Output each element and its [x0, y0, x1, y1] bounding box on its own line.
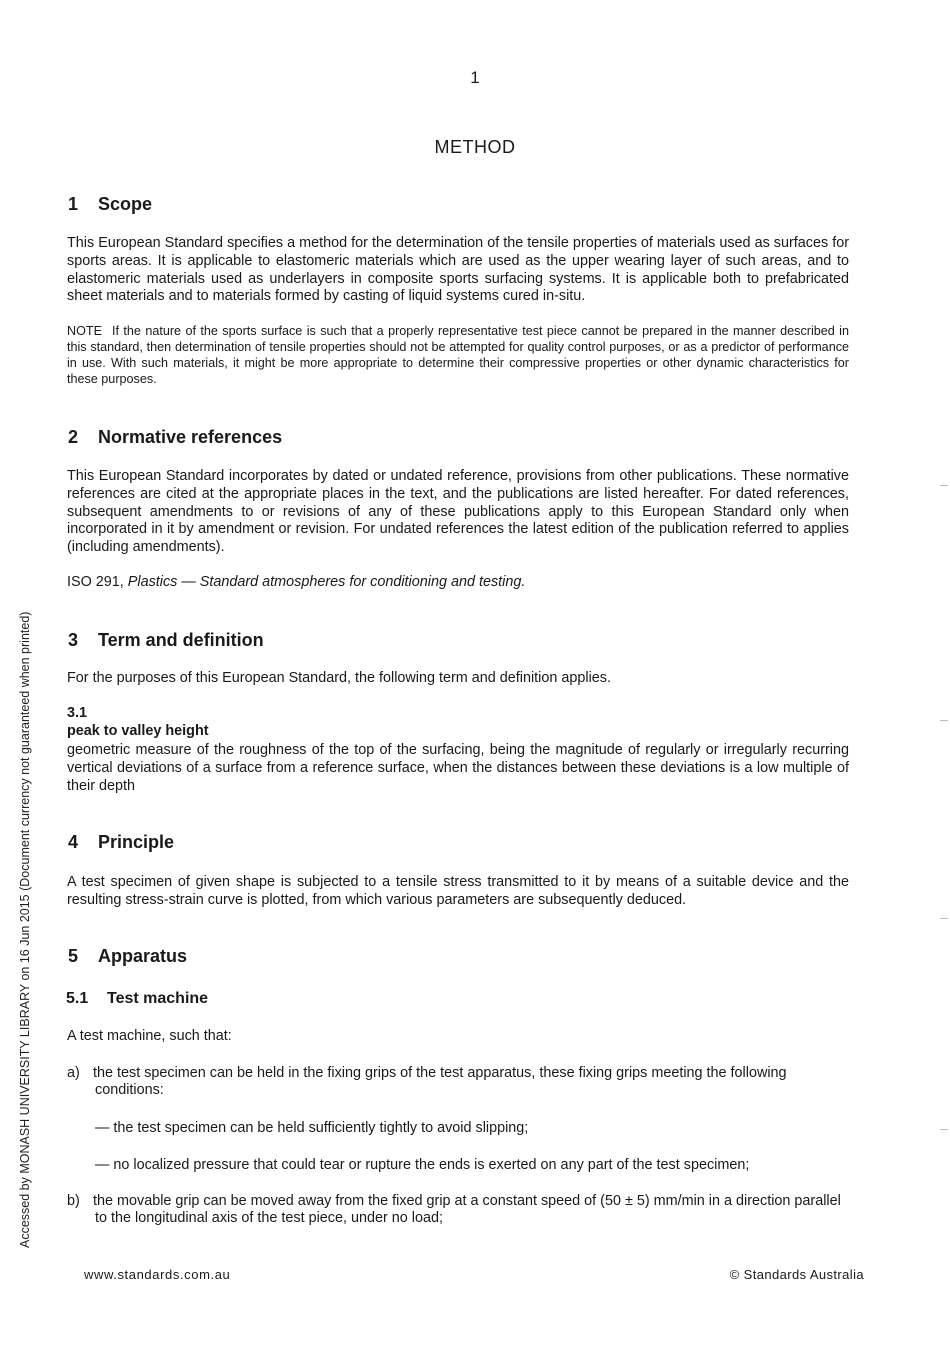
dash-item-1: — the test specimen can be held sufficiently tightly to avoid slipping; [95, 1120, 529, 1136]
reference-title: Plastics — Standard atmospheres for conditioning and testing. [127, 574, 526, 590]
principle-paragraph: A test specimen of given shape is subjected to a tensile stress transmitted to it by means of a suitable device and the resulting stress-strain curve is plotted, from which various parameters are subsequently deduced. [67, 874, 849, 908]
normative-reference [67, 574, 849, 592]
section-title: Principle [98, 832, 175, 852]
term-subnumber: 3.1 [67, 705, 88, 721]
scan-mark [940, 485, 948, 486]
subsection-number: 5.1 [66, 990, 89, 1007]
term-definition: geometric measure of the roughness of the top of the surfacing, being the magnitude of regularly or irregularly recurring vertical deviations of a surface from a reference surface, when the distances between these deviations is a low multiple of their depth [67, 742, 849, 794]
list-item-b [67, 1193, 849, 1227]
list-marker: a) [67, 1065, 80, 1081]
section-2-heading [68, 427, 282, 448]
section-number: 1 [68, 194, 79, 214]
footer-copyright: © Standards Australia [729, 1267, 864, 1282]
list-marker: b) [67, 1193, 80, 1209]
note-text: If the nature of the sports surface is such that a properly representative test piece cannot be prepared in the manner described in this standard, then determination of tensile properties should not be attempted for quality control purposes, or as a predictor of performance in use. With such materials, it might be more appropriate to determine their compressive properties or other dynamic characteristics for these purposes. [67, 324, 849, 386]
term-intro: For the purposes of this European Standard, the following term and definition applies. [67, 670, 611, 686]
scan-mark [940, 1129, 948, 1130]
list-item-a [67, 1065, 849, 1099]
section-title: Term and definition [98, 630, 264, 650]
access-notice-sidebar: Accessed by MONASH UNIVERSITY LIBRARY on 16 Jun 2015 (Document currency not guaranteed when printed) [18, 611, 32, 1248]
section-title: Apparatus [98, 946, 188, 966]
section-1-heading [68, 194, 152, 215]
footer-website: www.standards.com.au [84, 1267, 231, 1282]
section-number: 4 [68, 832, 79, 852]
dash-item-2: — no localized pressure that could tear or rupture the ends is exerted on any part of the test specimen; [95, 1157, 750, 1173]
list-item-text: the test specimen can be held in the fixing grips of the test apparatus, these fixing grips meeting the following conditions: [93, 1065, 787, 1099]
term-name: peak to valley height [67, 723, 209, 739]
reference-prefix: ISO 291, [67, 574, 124, 590]
scope-note [67, 323, 849, 387]
section-number: 3 [68, 630, 79, 650]
section-number: 2 [68, 427, 79, 447]
scan-mark [940, 918, 948, 919]
subsection-title: Test machine [107, 990, 209, 1007]
subsection-5-1-heading [66, 990, 208, 1008]
scan-mark [940, 720, 948, 721]
section-title: Scope [98, 194, 153, 214]
section-number: 5 [68, 946, 79, 966]
note-label: NOTE [67, 324, 102, 338]
section-title: Normative references [98, 427, 283, 447]
scope-paragraph: This European Standard specifies a method for the determination of the tensile properties of materials used as surfaces for sports areas. It is applicable to elastomeric materials which are used as the upper wearing layer of such areas, and to elastomeric materials used as underlayers in composite sports surfacing systems. It is applicable both to prefabricated sheet materials and to materials formed by casting of liquid systems cured in-situ. [67, 235, 849, 305]
section-4-heading [68, 832, 174, 853]
section-3-heading [68, 630, 264, 651]
section-5-heading [68, 946, 187, 967]
normative-paragraph: This European Standard incorporates by dated or undated reference, provisions from other publications. These normative references are cited at the appropriate places in the text, and the publications are listed hereafter. For dated references, subsequent amendments to or revisions of any of these publications apply to this European Standard only when incorporated in it by amendment or revision. For undated references the latest edition of the publication referred to applies (including amendments). [67, 468, 849, 556]
apparatus-intro: A test machine, such that: [67, 1028, 232, 1044]
list-item-text: the movable grip can be moved away from the fixed grip at a constant speed of (50 ± 5) mm/min in a direction parallel to the longitudinal axis of the test piece, under no load; [93, 1193, 841, 1227]
method-heading: METHOD [434, 137, 516, 157]
page-number: 1 [470, 68, 480, 87]
